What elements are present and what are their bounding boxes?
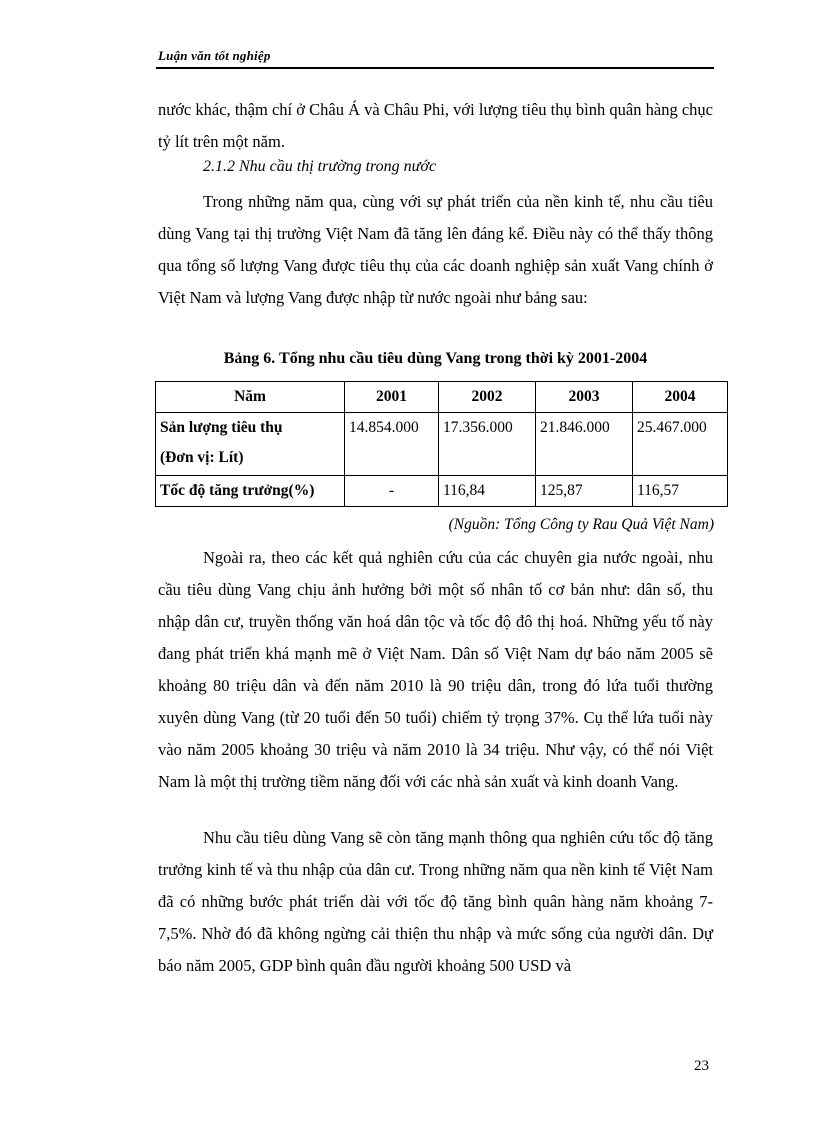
- row-label-volume: [156, 413, 345, 476]
- header-title: Luận văn tốt nghiệp: [158, 48, 271, 63]
- header-rule: [156, 67, 714, 69]
- header-cell-2004: 2004: [633, 382, 728, 413]
- row-label-volume-line1: Sản lượng tiêu thụ: [160, 419, 283, 436]
- table-row-growth: [156, 476, 728, 507]
- paragraph-1: nước khác, thậm chí ở Châu Á và Châu Phi, với lượng tiêu thụ bình quân hàng chục tỷ lít trên một năm.: [158, 100, 713, 151]
- growth-cell-2004: 116,57: [633, 476, 728, 507]
- page-number: 23: [694, 1058, 709, 1074]
- volume-cell-2003: 21.846.000: [536, 413, 633, 476]
- row-label-volume-unit: (Đơn vị: Lít): [160, 449, 244, 466]
- growth-cell-2003: 125,87: [536, 476, 633, 507]
- header-cell-2002: 2002: [439, 382, 536, 413]
- volume-cell-2004: 25.467.000: [633, 413, 728, 476]
- header-cell-2003: 2003: [536, 382, 633, 413]
- paragraph-4: Nhu cầu tiêu dùng Vang sẽ còn tăng mạnh thông qua nghiên cứu tốc độ tăng trưởng kinh tế và thu nhập của dân cư. Trong những năm qua nền kinh tế Việt Nam đã có những bước phát triển dài với tốc độ tăng bình quân hàng năm khoảng 7-7,5%. Nhờ đó đã không ngừng cải thiện thu nhập và mức sống của người dân. Dự báo năm 2005, GDP bình quân đầu người khoảng 500 USD và: [158, 828, 713, 975]
- table-header-row: [156, 382, 728, 413]
- row-label-growth: Tốc độ tăng trưởng(%): [156, 476, 345, 507]
- volume-cell-2001: 14.854.000: [345, 413, 439, 476]
- header-cell-year: Năm: [156, 382, 345, 413]
- table-row-volume: [156, 413, 728, 476]
- paragraph-3: Ngoài ra, theo các kết quả nghiên cứu của các chuyên gia nước ngoài, nhu cầu tiêu dùng Vang chịu ảnh hưởng bởi một số nhân tố cơ bản như: dân số, thu nhập dân cư, truyền thống văn hoá dân tộc và tốc độ đô thị hoá. Những yếu tố này đang phát triển khá mạnh mẽ ở Việt Nam. Dân số Việt Nam dự báo năm 2005 sẽ khoảng 80 triệu dân và đến năm 2010 là 90 triệu dân, trong đó lứa tuổi thường xuyên dùng Vang (từ 20 tuổi đến 50 tuổi) chiếm tỷ trọng 37%. Cụ thể lứa tuổi này vào năm 2005 khoảng 30 triệu và năm 2010 là 34 triệu. Như vậy, có thể nói Việt Nam là một thị trường tiềm năng đối với các nhà sản xuất và kinh doanh Vang.: [158, 548, 713, 791]
- growth-cell-2001: -: [345, 476, 439, 507]
- table-caption: Bảng 6. Tổng nhu cầu tiêu dùng Vang trong thời kỳ 2001-2004: [223, 350, 648, 367]
- growth-cell-2002: 116,84: [439, 476, 536, 507]
- table-source: (Nguồn: Tổng Công ty Rau Quả Việt Nam): [448, 516, 714, 533]
- paragraph-2: Trong những năm qua, cùng với sự phát triển của nền kinh tế, nhu cầu tiêu dùng Vang tại thị trường Việt Nam đã tăng lên đáng kể. Điều này có thể thấy thông qua tổng số lượng Vang được tiêu thụ của các doanh nghiệp sản xuất Vang chính ở Việt Nam và lượng Vang được nhập từ nước ngoài như bảng sau:: [158, 192, 713, 307]
- header-cell-2001: 2001: [345, 382, 439, 413]
- volume-cell-2002: 17.356.000: [439, 413, 536, 476]
- section-subheading: 2.1.2 Nhu cầu thị trường trong nước: [203, 158, 437, 175]
- consumption-table: [155, 381, 728, 507]
